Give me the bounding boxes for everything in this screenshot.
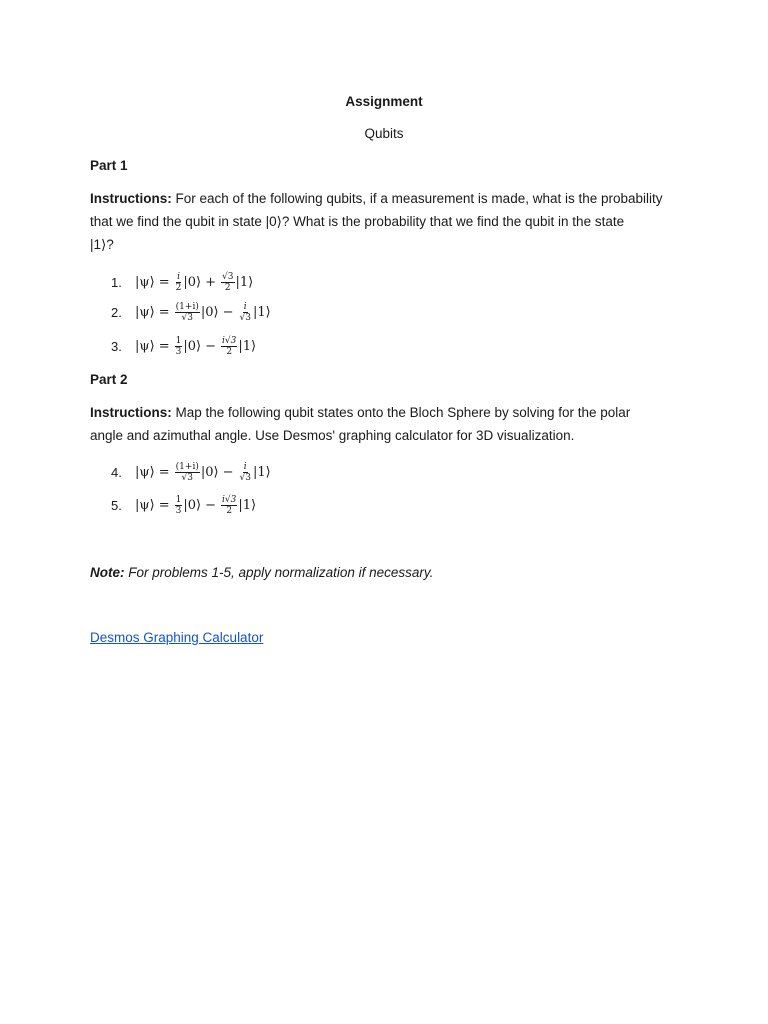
part2-heading: Part 2 xyxy=(90,372,128,387)
part1-instructions-line2: that we find the qubit in state |0⟩? What is the probability that we find the qubit in the state xyxy=(90,214,625,229)
item-number: 2. xyxy=(111,304,122,320)
ket-1: |1⟩ xyxy=(252,464,271,480)
item-number: 1. xyxy=(111,274,122,290)
document-title: Assignment xyxy=(345,94,423,109)
ket-1: |1⟩ xyxy=(252,304,271,320)
psi-ket: |ψ⟩ = xyxy=(135,497,170,513)
note-text: For problems 1-5, apply normalization if necessary. xyxy=(128,565,434,580)
ket-0: |0⟩ xyxy=(183,274,202,290)
operator: − xyxy=(205,338,217,354)
list-item xyxy=(111,267,253,297)
operator: − xyxy=(222,464,234,480)
operator: + xyxy=(205,274,217,290)
ket-1: |1⟩ xyxy=(235,274,254,290)
part2-instructions xyxy=(90,401,690,447)
qubit-state-equation xyxy=(135,272,253,293)
list-item xyxy=(111,297,271,327)
coefficient-1: $\frac{i√3}{2}$ xyxy=(222,335,237,357)
part1-instructions-line3: |1⟩? xyxy=(90,237,114,252)
ket-0: |0⟩ xyxy=(200,304,219,320)
part1-instructions-line1: For each of the following qubits, if a measurement is made, what is the probability xyxy=(175,191,663,206)
part2-instructions-label: Instructions: xyxy=(90,405,172,420)
item-number: 5. xyxy=(111,497,122,513)
ket-0: |0⟩ xyxy=(200,464,219,480)
part2-instructions-line1: Map the following qubit states onto the Bloch Sphere by solving for the polar xyxy=(175,405,631,420)
item-number: 4. xyxy=(111,464,122,480)
list-item xyxy=(111,490,256,520)
part1-heading: Part 1 xyxy=(90,158,128,173)
qubit-state-equation xyxy=(135,462,271,483)
psi-ket: |ψ⟩ = xyxy=(135,338,170,354)
qubit-state-equation xyxy=(135,495,256,516)
item-number: 3. xyxy=(111,338,122,354)
note xyxy=(90,565,433,580)
qubit-state-equation xyxy=(135,302,271,323)
ket-0: |0⟩ xyxy=(183,497,202,513)
coefficient-0: $\frac{(1+i)}{√3}$ xyxy=(175,301,199,323)
coefficient-0: $\frac{(1+i)}{√3}$ xyxy=(175,461,199,483)
ket-0: |0⟩ xyxy=(183,338,202,354)
part1-instructions-label: Instructions: xyxy=(90,191,172,206)
coefficient-1: $\frac{√3}{2}$ xyxy=(222,271,234,293)
desmos-link[interactable]: Desmos Graphing Calculator xyxy=(90,630,264,645)
ket-1: |1⟩ xyxy=(238,338,257,354)
psi-ket: |ψ⟩ = xyxy=(135,304,170,320)
part1-instructions xyxy=(90,187,690,256)
coefficient-1: $\frac{i}{√3}$ xyxy=(239,461,251,483)
coefficient-0: $\frac{1}{3}$ xyxy=(175,335,182,357)
coefficient-0: $\frac{i}{2}$ xyxy=(175,271,182,293)
operator: − xyxy=(222,304,234,320)
list-item xyxy=(111,331,256,361)
psi-ket: |ψ⟩ = xyxy=(135,274,170,290)
document-subtitle: Qubits xyxy=(364,126,404,141)
psi-ket: |ψ⟩ = xyxy=(135,464,170,480)
coefficient-0: $\frac{1}{3}$ xyxy=(175,494,182,516)
part2-instructions-line2: angle and azimuthal angle. Use Desmos' graphing calculator for 3D visualization. xyxy=(90,428,575,443)
qubit-state-equation xyxy=(135,336,256,357)
coefficient-1: $\frac{i√3}{2}$ xyxy=(222,494,237,516)
operator: − xyxy=(205,497,217,513)
ket-1: |1⟩ xyxy=(238,497,257,513)
coefficient-1: $\frac{i}{√3}$ xyxy=(239,301,251,323)
link-container xyxy=(90,629,263,647)
note-label: Note: xyxy=(90,565,125,580)
list-item xyxy=(111,457,271,487)
